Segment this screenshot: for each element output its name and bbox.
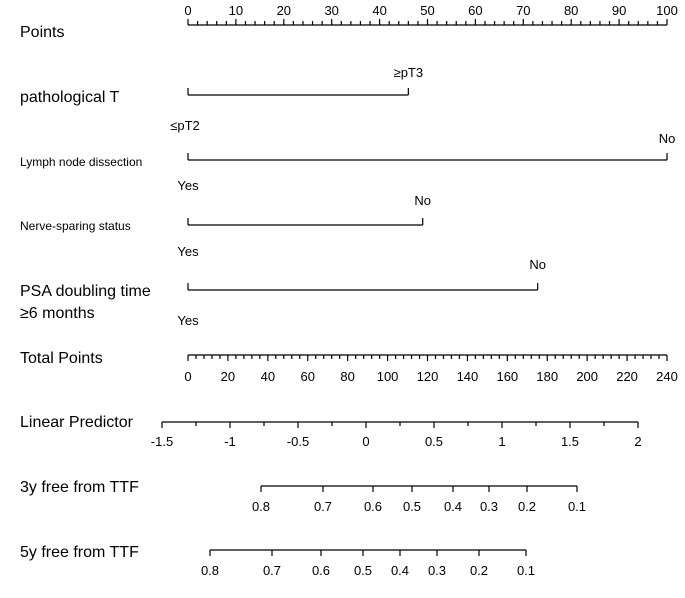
predictor-level-label: Yes (177, 178, 199, 193)
total-points-tick-label: 240 (656, 369, 678, 384)
total-points-tick-label: 220 (616, 369, 638, 384)
points-tick-label: 100 (656, 3, 678, 18)
survival-5y-tick-label: 0.8 (200, 563, 220, 578)
predictor-label: pathological T (20, 89, 120, 106)
survival-3y-tick-label: 0.3 (479, 499, 499, 514)
linear-predictor-tick-label: -1 (224, 434, 236, 449)
predictor-label: PSA doubling time (20, 283, 151, 300)
linear-predictor-label: Linear Predictor (20, 414, 133, 431)
points-tick-label: 40 (372, 3, 387, 18)
points-tick-label: 20 (276, 3, 292, 18)
survival-3y-tick-label: 0.7 (313, 499, 333, 514)
predictor-level-label: ≤pT2 (170, 118, 200, 133)
survival-3y-tick-label: 0.5 (402, 499, 422, 514)
linear-predictor-tick-label: 1 (498, 434, 506, 449)
points-tick-label: 0 (184, 3, 192, 18)
points-tick-label: 90 (611, 3, 627, 18)
total-points-tick-label: 160 (496, 369, 519, 384)
total-points-label: Total Points (20, 350, 103, 367)
total-points-tick-label: 40 (260, 369, 276, 384)
total-points-tick-label: 80 (340, 369, 355, 384)
points-tick-label: 80 (563, 3, 579, 18)
total-points-tick-label: 140 (456, 369, 479, 384)
survival-5y-tick-label: 0.4 (390, 563, 410, 578)
survival-5y-tick-label: 0.3 (427, 563, 447, 578)
survival-5y-tick-label: 0.5 (353, 563, 373, 578)
total-points-tick-label: 60 (300, 369, 315, 384)
predictor-label: ≥6 months (20, 305, 95, 322)
points-tick-label: 10 (228, 3, 244, 18)
survival-3y-tick-label: 0.6 (363, 499, 383, 514)
survival-3y-tick-label: 0.8 (251, 499, 271, 514)
total-points-tick-label: 0 (184, 369, 192, 384)
linear-predictor-tick-label: -1.5 (150, 434, 174, 449)
points-tick-label: 60 (468, 3, 483, 18)
predictor-label: Nerve-sparing status (20, 219, 131, 233)
survival-5y-label: 5y free from TTF (20, 544, 139, 561)
total-points-tick-label: 20 (220, 369, 236, 384)
predictor-level-label: Yes (177, 313, 199, 328)
points-tick-label: 70 (516, 3, 531, 18)
survival-5y-tick-label: 0.1 (516, 563, 536, 578)
linear-predictor-tick-label: 1.5 (560, 434, 580, 449)
survival-3y-tick-label: 0.2 (517, 499, 537, 514)
survival-5y-tick-label: 0.2 (469, 563, 489, 578)
total-points-tick-label: 200 (576, 369, 599, 384)
total-points-tick-label: 100 (376, 369, 399, 384)
linear-predictor-tick-label: 0 (362, 434, 370, 449)
predictor-level-label: No (414, 193, 432, 208)
survival-5y-tick-label: 0.6 (311, 563, 331, 578)
survival-3y-tick-label: 0.1 (567, 499, 587, 514)
points-tick-label: 30 (324, 3, 339, 18)
survival-3y-tick-label: 0.4 (443, 499, 463, 514)
linear-predictor-tick-label: 2 (634, 434, 642, 449)
survival-5y-tick-label: 0.7 (262, 563, 282, 578)
points-label: Points (20, 24, 65, 41)
predictor-level-label: No (529, 257, 546, 272)
predictor-level-label: Yes (177, 244, 199, 259)
predictor-level-label: ≥pT3 (393, 65, 424, 80)
linear-predictor-tick-label: -0.5 (286, 434, 310, 449)
total-points-tick-label: 120 (416, 369, 439, 384)
predictor-level-label: No (658, 131, 676, 146)
survival-3y-label: 3y free from TTF (20, 479, 139, 496)
total-points-tick-label: 180 (536, 369, 559, 384)
linear-predictor-tick-label: 0.5 (424, 434, 444, 449)
predictor-label: Lymph node dissection (20, 155, 143, 169)
points-tick-label: 50 (420, 3, 435, 18)
